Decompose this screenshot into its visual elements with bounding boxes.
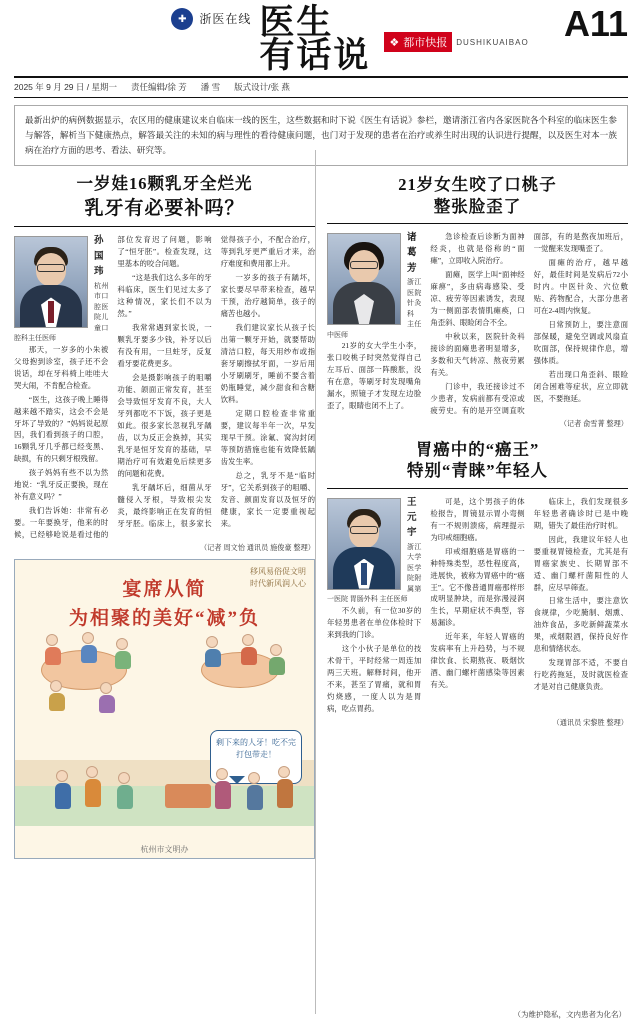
article3-credit: （通讯员 宋黎胜 整理） [552,718,628,727]
article3-para: 日常生活中，要注意饮食规律，少吃腌制、烟熏、油炸食品，多吃新鲜蔬菜水果，戒烟限酒，保持良好作息和情绪状态。 [533,596,628,654]
brand-badge-label: 都市快报 [403,37,448,49]
article2-para: 面瘫，医学上叫“面神经麻痹”，多由病毒感染、受凉、疲劳等因素诱发，表现为一侧面部表情肌瘫痪，口角歪斜、眼睑闭合不全。 [430,269,525,327]
page-title-line1: 医生 [259,2,334,43]
article1-doctor-name: 孙国玮 [94,236,105,278]
scene-person [277,766,291,808]
article3-doctor-photo [327,498,401,590]
article1-para: 一岁多的孩子有龋坏，家长要尽早带来检查，越早干预，治疗越简单，孩子的痛苦也越小。 [220,273,315,319]
article2-rule [327,223,628,224]
article3-headline-line1: 胃癌中的“癌王” [415,439,540,459]
article1-rule [14,226,315,227]
article1-para: “医生，这孩子晚上睡得越来越不踏实，这会不会是牙坏了导致的？”妈妈说起原因，我们看到孩子的口腔，16颗乳牙几乎都已经变黑、缺损，有的只剩牙根残留。 [14,394,109,464]
page-title [259,2,371,77]
content-area [14,174,628,859]
byline [14,78,628,98]
scene-person [215,768,229,809]
article1-subheadline: 一岁娃16颗乳牙全烂光 [76,174,253,194]
scene-person [247,772,261,810]
scene-person [81,632,95,663]
article3-para: 发现胃部不适，不要自行吃药拖延，及时就医检查才是对自己健康负责。 [533,658,628,692]
article1-para: 我们建议家长从孩子长出第一颗牙开始，就要帮助清洁口腔，每天用纱布或指套牙刷擦拭牙面，一岁后用小牙刷刷牙，睡前不要含着奶瓶睡觉，减少甜食和含糖饮料。 [220,323,315,405]
scene-person [205,636,219,667]
byline-proof: 潘 雪 [200,82,221,92]
scene-person [115,638,129,669]
article2-para: 急诊检查后诊断为面神经炎，也就是俗称的“面瘫”，立即收入院治疗。 [430,231,525,265]
page-footnote: （为维护隐私，文内患者为化名） [513,1010,626,1019]
brand-badge-english: DUSHIKUAIBAO [456,37,529,47]
article1-body [14,234,315,541]
scene-person [45,634,59,665]
article2-para: 21岁的女大学生小李，张口咬桃子时突然觉得自己左耳后、面部一阵酸胀，没有在意，等刷牙时发现嘴角漏水，照镜子才发现左边脸歪了，眼睛也闭不上了。 [327,341,422,411]
article2-para: 日常预防上，要注意面部保暖，避免空调或风扇直吹面部，保持规律作息，增强体质。 [533,319,628,365]
masthead [14,2,628,77]
article1-para: 会是摄影响孩子的咀嚼功能、颌面正常发育，甚至会导致恒牙发育不良，大人牙列都吃不下饭，孩子更是如此。很多家长忽视乳牙龋齿，以为反正会换掉，其实乳牙是恒牙发育的基础，早期治疗可有效避免后续更多的问题和花费。 [117,373,212,479]
article3 [327,439,628,728]
article3-body [327,496,628,715]
illustration-scene [15,634,314,840]
illustration-corner-line2: 时代新风润人心 [250,579,306,589]
article2-body [327,231,628,417]
article2-doctor-photo [327,233,401,325]
article3-para: 印戒细胞癌是胃癌的一种特殊类型，恶性程度高，进展快，被称为胃癌中的“癌王”。它不像普通胃癌那样形成明显肿块，而是弥漫浸润生长，早期症状不典型，容易漏诊。 [430,546,525,628]
page-title-line2: 有话说 [259,35,371,77]
article3-headline-line2: 特别“青睐”年轻人 [407,461,548,481]
page-number: A11 [563,3,628,44]
article3-rule [327,488,628,489]
byline-date: 2025 年 9 月 29 日 / 星期一 [14,82,117,92]
article1-para: 我常常遇到家长说，一颗乳牙要多少钱，补牙以后有没有用，一旦蛀牙，反复看牙要花费更多。 [117,323,212,369]
article1-para: 定期口腔检查非常重要，建议每半年一次，早发现早干预。涂氟、窝沟封闭等预防措施也能有效降低龋齿发生率。 [220,409,315,467]
brand-badge [384,32,452,52]
illustration-title [15,574,314,630]
byline-editor: 责任编辑/徐 芳 [130,82,187,92]
scene-person [241,634,255,665]
publication-name: 浙医在线 [199,12,252,26]
masthead-center [164,2,536,77]
right-column [327,174,628,859]
article3-doctor-name: 王元宇 [407,497,418,539]
article2-credit: （记者 俞雪菁 整理） [559,419,628,428]
publication-logo [171,6,251,30]
scene-person [49,680,63,711]
masthead-right [536,3,628,44]
article2-para: 中秋以来，医院针灸科接诊的面瘫患者明显增多，多数和天气转凉、熬夜劳累有关。 [430,331,525,377]
article1-credit: （记者 周文怡 通讯员 施俊豪 整理） [199,544,315,553]
public-service-illustration [14,559,315,859]
left-column [14,174,315,859]
pin-icon: ❖ [389,36,400,49]
illustration-corner-line1: 移风易俗促文明 [250,567,306,577]
scene-person [269,644,283,675]
article2-para: 若出现口角歪斜、眼睑闭合困难等症状，应立即就医，不要拖延。 [533,369,628,403]
article1-para: “这是我们这么多年的牙科临床，医生们见过太多了这种情况，家长们不以为然。” [117,273,212,319]
article2-headline-line1: 21岁女生咬了口桃子 [398,175,557,195]
article3-para: 临床上，我们发现很多年轻患者确诊时已是中晚期，错失了最佳治疗时机。 [533,496,628,530]
illustration-title-line2: 为相聚的美好“减”负 [68,608,260,630]
article3-para: 这个小伙子是单位的技术骨干，平时经常一周连加两三天班。解释时间，他开不来，甚至了胃痛，就和胃灼烧感，一度人以为是胃病，吃点胃药。 [327,643,422,713]
scene-person [85,766,99,807]
article1-para: 乳牙龋坏后，细菌从牙髓侵入牙根，导致根尖发炎，最终影响正在发育的恒牙牙胚。临床上，很多家长觉得孩子小，不配合治疗，等到乳牙更严重后才来，治疗难度和费用都上升。 [117,235,315,529]
article2-para: 门诊中，我还接诊过不少患者，发病前都有受凉或疲劳史。有的是开空调直吹面部，有的是熬夜加班后，一觉醒来发现嘴歪了。 [430,231,628,415]
article2-headline-line2: 整张脸歪了 [433,196,522,216]
article3-para: 不久前，有一位30岁的年轻男患者在单位体检时下来到我的门诊。 [327,605,422,639]
article1-para: 孩子妈妈有些不以为然地说：“乳牙反正要换，现在补有意义吗？” [14,468,109,502]
article2-para: 面瘫的治疗，越早越好，最佳时间是发病后72小时内。中医针灸、穴位敷贴、药物配合，大部分患者可在2-4周内恢复。 [533,257,628,315]
hospital-cross-icon: ✚ [171,8,193,30]
byline-layout: 版式设计/张 燕 [234,82,290,92]
article1-para: 那天，一岁多的小朱被父母抱到诊室，孩子还不会说话，却在牙科椅上哇哇大哭大闹，不肯配合检查。 [14,344,109,390]
illustration-footer: 杭州市文明办 [140,845,189,855]
article3-para: 近年来，年轻人胃癌的发病率有上升趋势，与不规律饮食、长期熬夜、吸烟饮酒、幽门螺杆菌感染等因素有关。 [430,632,525,690]
article1-doctor-photo [14,236,88,328]
article2-doctor-meta: 浙江医院针灸科 主任中医师 [327,278,422,339]
intro-box: 最新出炉的病例数据显示，农区用的健康建议来自临床一线的医生，这些数据和时下说《医生有话说》参栏，邀请浙江省内各家医院各个科室的临床医生参与解答，解析当下健康热点，解答最关注的未知的病与理性的看待健康问题，也门对于发现的患者在治疗或养生时出现的认识进行提醒，以及医生对本一族病在治疗方面的思考、看法、研究等。 [14,105,628,166]
scene-table-small [165,784,211,808]
article1-doctor-meta: 杭州市口腔医院儿童口腔科主任医师 [14,281,109,343]
scene-person [55,770,69,809]
column-divider [315,150,316,1014]
speech-bubble: 剩下来的人牙！吃不完打包带走！ [210,730,302,784]
scene-person [117,772,131,809]
article3-para: 因此，我建议年轻人也要重视胃镜检查，尤其是有胃癌家族史、长期胃部不适、幽门螺杆菌阳性的人群，应尽早筛查。 [533,534,628,592]
article1-para: 总之，乳牙不是“临时牙”，它关系到孩子的咀嚼、发音、颜面发育以及恒牙的健康，家长一定要重视起来。 [220,471,315,529]
article1-headline: 乳牙有必要补吗？ [84,197,245,219]
scene-person [99,682,113,713]
article3-doctor-meta: 浙江大学医学院附属第一医院 胃肠外科 主任医师 [327,542,422,604]
article3-para: 可是，这个男孩子的体检报告，胃镜显示胃小弯侧有一不规则溃疡，病理提示为印戒细胞癌。 [430,496,525,542]
illustration-title-line1: 宴席从简 [122,579,207,601]
article2-doctor-name: 诸葛芳 [407,232,418,274]
article1-para: 我们告诉她：非常有必要。一年要换牙，他来的时候，已经够呛说是看过他的部位发育迟了问题，影响了“恒牙胚”。检查发现，这里基本的咬合问题。 [14,235,212,540]
